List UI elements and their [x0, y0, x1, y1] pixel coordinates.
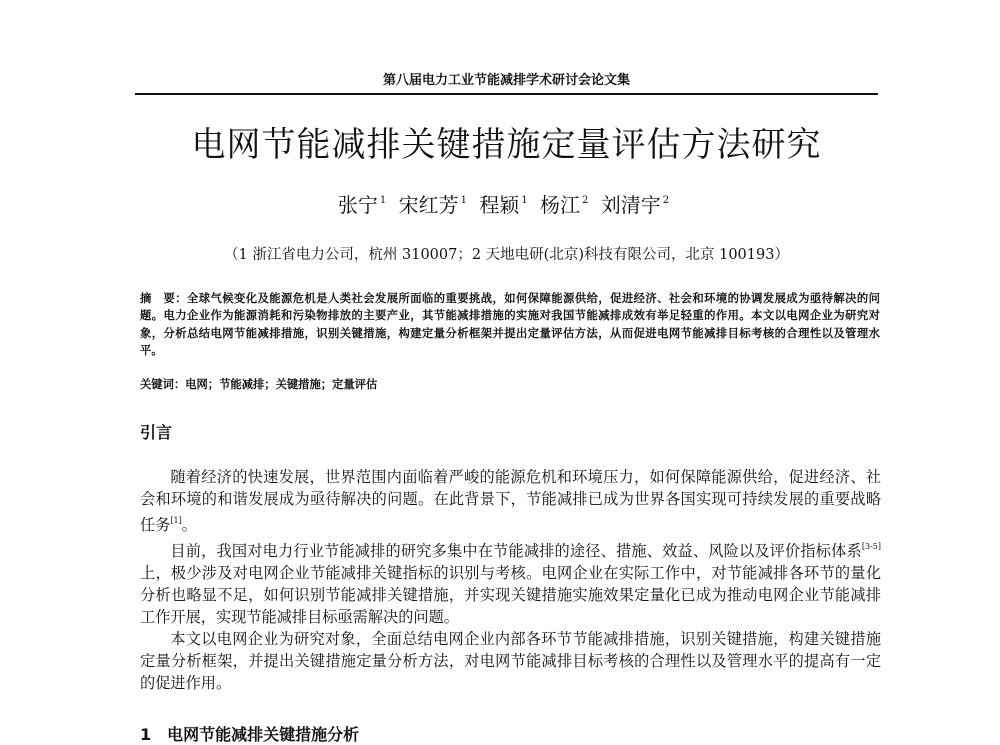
intro-body [140, 466, 881, 694]
paper-title: 电网节能减排关键措施定量评估方法研究 [191, 125, 822, 165]
author-name: 程颖 [479, 193, 520, 217]
author-list [135, 189, 878, 218]
author-name: 杨江 [540, 193, 581, 217]
citation: [3-5] [861, 542, 881, 551]
author-affiliation-mark: 2 [662, 195, 670, 206]
paragraph-text: 。 [181, 516, 197, 534]
paragraph [140, 536, 881, 628]
keywords-text: 电网；节能减排；关键措施；定量评估 [185, 378, 378, 391]
author-name: 宋红芳 [398, 193, 459, 217]
paragraph [140, 628, 881, 694]
paragraph-text: 目前，我国对电力行业节能减排的研究多集中在节能减排的途径、措施、效益、风险以及评价指标体系 [170, 542, 862, 560]
author-affiliation-mark: 1 [521, 195, 528, 206]
author-name: 刘清宇 [600, 193, 661, 217]
paragraph [140, 466, 881, 536]
citation: [1] [170, 516, 182, 525]
author-affiliation-mark: 2 [582, 195, 589, 206]
abstract [140, 290, 880, 359]
author-affiliation-mark: 1 [379, 195, 387, 206]
section-heading-1: 1 电网节能减排关键措施分析 [140, 725, 360, 744]
running-header: 第八届电力工业节能减排学术研讨会论文集 [382, 73, 630, 88]
header-rule [135, 93, 878, 95]
paragraph-text: 随着经济的快速发展，世界范围内面临着严峻的能源危机和环境压力，如何保障能源供给，促进经济、社会和环境的和谐发展成为亟待解决的问题。在此背景下，节能减排已成为世界各国实现可持续发展的重要战略任务 [140, 468, 881, 534]
paragraph-text: 本文以电网企业为研究对象，全面总结电网企业内部各环节节能减排措施，识别关键措施，构建关键措施定量分析框架，并提出关键措施定量分析方法，对电网节能减排目标考核的合理性以及管理水平的提高有一定的促进作用。 [140, 630, 881, 692]
section-heading-intro: 引言 [140, 423, 173, 442]
keywords-label: 关键词： [140, 378, 186, 391]
affiliation: （1 浙江省电力公司，杭州 310007；2 天地电研(北京)科技有限公司，北京 100193） [224, 247, 789, 263]
paragraph-text: 上，极少涉及对电网企业节能减排关键指标的识别与考核。电网企业在实际工作中，对节能减排各环节的量化分析也略显不足，如何识别节能减排关键措施，并实现关键措施实施效果定量化已成为推动电网企业节能减排工作开展，实现节能减排目标亟需解决的问题。 [140, 564, 881, 626]
abstract-text: 全球气候变化及能源危机是人类社会发展所面临的重要挑战，如何保障能源供给，促进经济、社会和环境的协调发展成为亟待解决的问题。电力企业作为能源消耗和污染物排放的主要产业，其节能减排措施的实施对我国节能减排成效有举足轻重的作用。本文以电网企业为研究对象，分析总结电网节能减排措施，识别关键措施，构建定量分析框架并提出定量评估方法，从而促进电网节能减排目标考核的合理性以及管理水平。 [140, 292, 881, 357]
abstract-label: 摘 要： [140, 292, 188, 305]
keywords [140, 376, 880, 392]
author-affiliation-mark: 1 [460, 195, 467, 206]
author-name: 张宁 [337, 193, 378, 217]
